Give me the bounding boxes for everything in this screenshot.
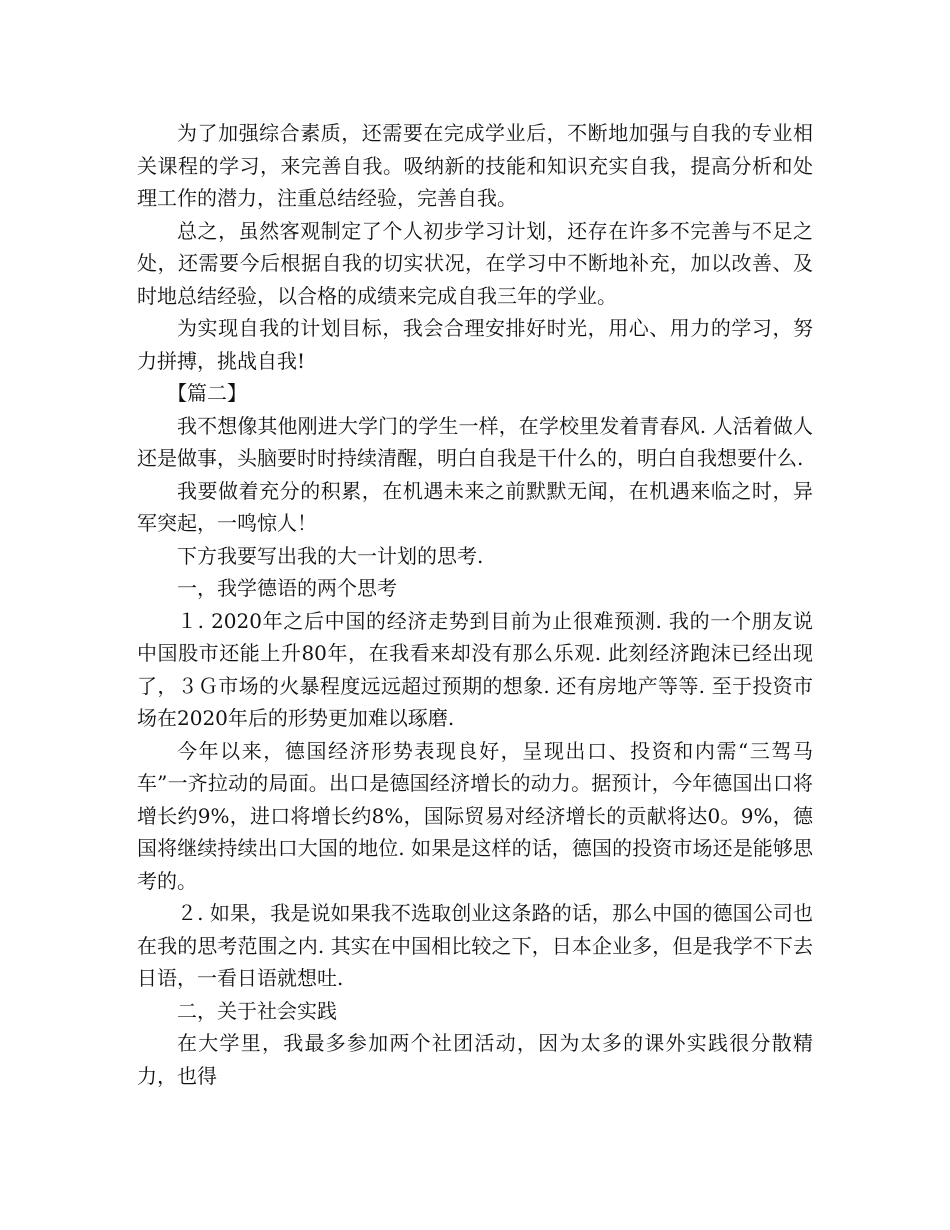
paragraph-intro: 我不想像其他刚进大学门的学生一样，在学校里发着青春风. 人活着做人还是做事，头脑要时时持续清醒，明白自我是干什么的，明白自我想要什么. — [137, 413, 813, 470]
paragraph-goal: 为实现自我的计划目标，我会合理安排好时光，用心、用力的学习，努力拼搏，挑战自我! — [137, 316, 813, 373]
subheading-german-study: 一，我学德语的两个思考 — [177, 576, 397, 600]
document-body — [137, 117, 813, 1092]
paragraph-accumulation: 我要做着充分的积累，在机遇未来之前默默无闻，在机遇来临之时，异军突起，一鸣惊人！ — [137, 478, 813, 535]
paragraph-german-economy: 今年以来，德国经济形势表现良好，呈现出口、投资和内需“三驾马车”一齐拉动的局面。出口是德国经济增长的动力。据预计，今年德国出口将增长约9%，进口将增长约8%，国际贸易对经济增长的贡献将达0。9%，德国将继续持续出口大国的地位. 如果是这样的话，德国的投资市场还是能够思考的。 — [137, 738, 813, 893]
paragraph-point-one: １. 2020年之后中国的经济走势到目前为止很难预测. 我的一个朋友说中国股市还能上升80年，在我看来却没有那么乐观. 此刻经济跑沫已经出现了，３Ｇ市场的火暴程度远远超过预期的想象. 还有房地产等等. 至于投资市场在2020年后的形势更加难以琢磨. — [137, 608, 813, 730]
paragraph-summary: 总之，虽然客观制定了个人初步学习计划，还存在许多不完善与不足之处，还需要今后根据自我的切实状况，在学习中不断地补充，加以改善、及时地总结经验，以合格的成绩来完成自我三年的学业。 — [137, 218, 813, 308]
paragraph-clubs: 在大学里，我最多参加两个社团活动，因为太多的课外实践很分散精力，也得 — [137, 1031, 813, 1088]
paragraph-plan-lead: 下方我要写出我的大一计划的思考. — [177, 543, 484, 568]
paragraph-self-improvement: 为了加强综合素质，还需要在完成学业后，不断地加强与自我的专业相关课程的学习，来完善自我。吸纳新的技能和知识充实自我，提高分析和处理工作的潜力，注重总结经验，完善自我。 — [137, 121, 813, 210]
section-heading-part-two: 【篇二】 — [167, 381, 247, 405]
paragraph-point-two: ２. 如果，我是说如果我不选取创业这条路的话，那么中国的德国公司也在我的思考范围之内. 其实在中国相比较之下，日本企业多，但是我学不下去日语，一看日语就想吐. — [137, 901, 813, 990]
subheading-social-practice: 二，关于社会实践 — [177, 998, 337, 1023]
